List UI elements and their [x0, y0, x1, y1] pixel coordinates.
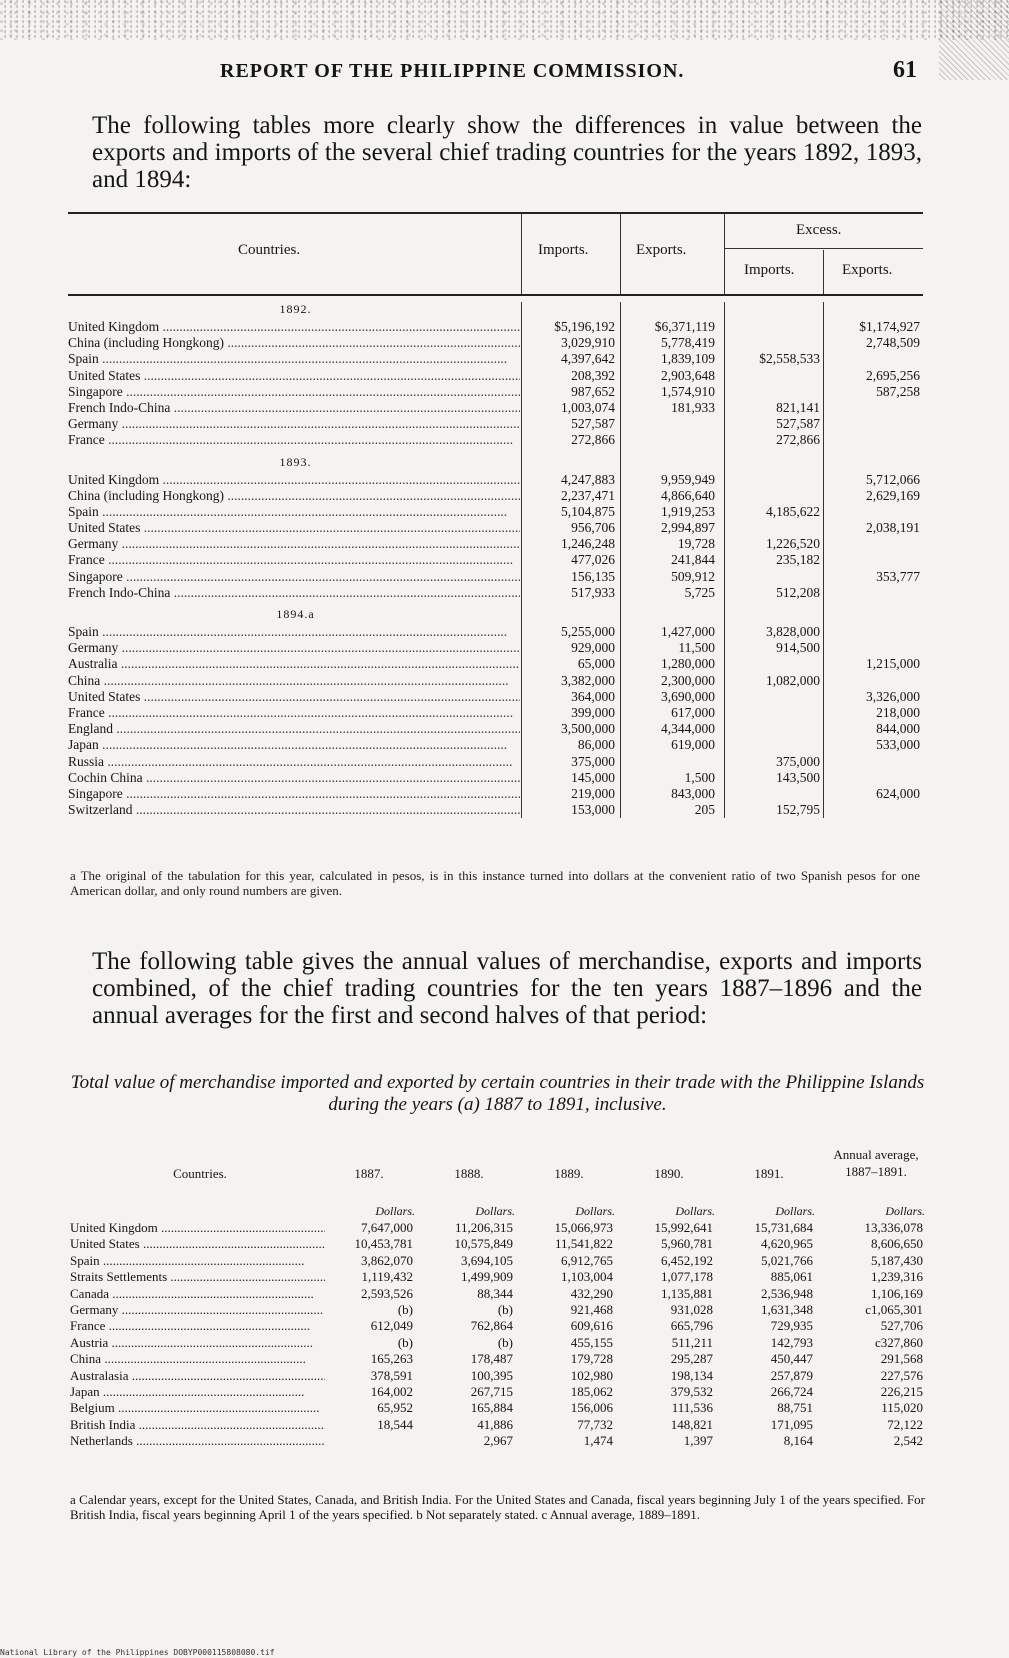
- table-row: [68, 319, 923, 335]
- value-cell: 509,912: [671, 568, 715, 584]
- value-cell: 156,135: [571, 568, 615, 584]
- country-cell: British India .....: [70, 1417, 325, 1433]
- country-cell: Singapore .....: [68, 384, 520, 400]
- col-excess-exports: Exports.: [842, 262, 893, 278]
- col-excess: Excess.: [796, 222, 842, 238]
- table-row: [68, 786, 923, 802]
- table-row: [70, 1302, 925, 1318]
- country-cell: Germany .....: [68, 416, 520, 432]
- value-cell: $5,196,192: [554, 319, 615, 334]
- section-year: 1893.: [279, 454, 312, 469]
- value-cell: 1,239,316: [871, 1269, 923, 1285]
- value-cell: 956,706: [571, 520, 615, 536]
- table-row: [68, 656, 923, 672]
- second-paragraph: The following table gives the annual values of merchandise, exports and imports combined, of the chief trading countries for the ten years 1887–1896 and the annual averages for the first and second halves of that period:: [92, 948, 922, 1029]
- table-row: [68, 802, 923, 818]
- unit-label: Dollars.: [775, 1204, 815, 1218]
- country-cell: Belgium .....: [70, 1400, 325, 1416]
- table-row: [68, 472, 923, 488]
- country-cell: Netherlands .....: [70, 1433, 325, 1449]
- value-cell: 88,751: [777, 1400, 813, 1416]
- col-year-2: 1889.: [554, 1166, 584, 1181]
- value-cell: 102,980: [570, 1367, 613, 1383]
- unit-label: Dollars.: [375, 1204, 415, 1218]
- value-cell: 241,844: [671, 552, 715, 568]
- value-cell: 219,000: [571, 785, 615, 801]
- value-cell: $6,371,119: [654, 319, 715, 334]
- value-cell: 1,839,109: [661, 351, 715, 367]
- value-cell: 4,397,642: [561, 351, 615, 367]
- country-cell: China (including Hongkong) .....: [68, 335, 520, 351]
- value-cell: 185,062: [570, 1383, 613, 1399]
- country-cell: Austria .....: [70, 1335, 325, 1351]
- value-cell: 729,935: [770, 1318, 813, 1334]
- value-cell: 295,287: [670, 1351, 713, 1367]
- value-cell: 5,021,766: [761, 1252, 813, 1268]
- value-cell: 931,028: [670, 1301, 713, 1317]
- excess-table-header: [68, 212, 923, 296]
- value-cell: 164,002: [370, 1383, 413, 1399]
- scan-noise-top: [0, 0, 1009, 40]
- excess-table: [68, 212, 923, 818]
- value-cell: 15,731,684: [754, 1220, 813, 1235]
- intro-paragraph: The following tables more clearly show the differences in value between the exports and imports of the several chief trading countries for the years 1892, 1893, and 1894:: [92, 112, 922, 193]
- value-cell: 19,728: [677, 536, 715, 552]
- country-cell: France .....: [70, 1318, 325, 1334]
- value-cell: 218,000: [876, 704, 920, 720]
- value-cell: 72,122: [887, 1416, 923, 1432]
- country-cell: Spain .....: [68, 351, 520, 367]
- value-cell: 1,499,909: [461, 1269, 513, 1285]
- value-cell: 375,000: [571, 753, 615, 769]
- table-row: [68, 705, 923, 721]
- table2-caption: Total value of merchandise imported and exported by certain countries in their trade with the Philippine Islands during the years (a) 1887 to 1891, inclusive.: [70, 1072, 925, 1115]
- value-cell: 665,796: [670, 1318, 713, 1334]
- value-cell: 1,215,000: [866, 656, 920, 672]
- value-cell: $1,174,927: [859, 319, 920, 334]
- value-cell: 1,119,432: [361, 1269, 413, 1285]
- value-cell: 181,933: [671, 399, 715, 415]
- country-cell: France .....: [68, 552, 520, 568]
- value-cell: 1,280,000: [661, 656, 715, 672]
- value-cell: 5,255,000: [561, 624, 615, 639]
- country-cell: French Indo-China .....: [68, 400, 520, 416]
- value-cell: 1,103,004: [561, 1269, 613, 1285]
- value-cell: 88,344: [477, 1285, 513, 1301]
- country-cell: French Indo-China .....: [68, 585, 520, 601]
- table-row: [68, 400, 923, 416]
- value-cell: c327,860: [874, 1334, 923, 1350]
- value-cell: 5,778,419: [661, 335, 715, 351]
- country-cell: England .....: [68, 721, 520, 737]
- value-cell: 205: [694, 802, 715, 818]
- country-cell: Spain .....: [68, 624, 520, 640]
- value-cell: 171,095: [770, 1416, 813, 1432]
- value-cell: 527,706: [880, 1318, 923, 1334]
- value-cell: 2,967: [483, 1433, 513, 1449]
- value-cell: 1,474: [583, 1433, 613, 1449]
- value-cell: 165,263: [370, 1351, 413, 1367]
- country-cell: Australasia .....: [70, 1368, 325, 1384]
- value-cell: 13,336,078: [864, 1220, 923, 1235]
- annual-values-table: [70, 1140, 925, 1449]
- country-cell: Germany .....: [68, 640, 520, 656]
- value-cell: 3,828,000: [766, 624, 820, 639]
- unit-label: Dollars.: [575, 1204, 615, 1218]
- value-cell: 6,912,765: [561, 1252, 613, 1268]
- col-exports: Exports.: [636, 242, 687, 258]
- value-cell: 5,187,430: [871, 1252, 923, 1268]
- running-header: REPORT OF THE PHILIPPINE COMMISSION.: [220, 60, 685, 82]
- value-cell: 3,694,105: [461, 1252, 513, 1268]
- col-year-3: 1890.: [654, 1166, 684, 1181]
- table-row: [68, 520, 923, 536]
- value-cell: 2,038,191: [866, 520, 920, 536]
- value-cell: 3,029,910: [561, 335, 615, 351]
- value-cell: 5,712,066: [866, 471, 920, 487]
- value-cell: (b): [397, 1301, 413, 1317]
- value-cell: 1,427,000: [661, 624, 715, 639]
- col-imports: Imports.: [538, 242, 589, 258]
- value-cell: (b): [397, 1334, 413, 1350]
- unit-label: Dollars.: [475, 1204, 515, 1218]
- value-cell: 11,500: [678, 640, 715, 656]
- value-cell: 450,447: [770, 1351, 813, 1367]
- value-cell: 3,500,000: [561, 721, 615, 737]
- value-cell: 2,237,471: [561, 487, 615, 503]
- value-cell: 272,866: [776, 432, 820, 448]
- table-row: [68, 351, 923, 367]
- value-cell: 1,574,910: [661, 383, 715, 399]
- value-cell: 527,587: [776, 416, 820, 432]
- value-cell: 111,536: [671, 1400, 713, 1416]
- col-year-1: 1888.: [454, 1166, 484, 1181]
- value-cell: 511,211: [671, 1334, 713, 1350]
- value-cell: 10,453,781: [354, 1236, 413, 1252]
- value-cell: 378,591: [370, 1367, 413, 1383]
- country-cell: Germany .....: [70, 1302, 325, 1318]
- value-cell: 10,575,849: [454, 1236, 513, 1252]
- value-cell: 619,000: [671, 737, 715, 753]
- value-cell: 1,397: [683, 1433, 713, 1449]
- value-cell: 2,695,256: [866, 367, 920, 383]
- value-cell: 148,821: [670, 1416, 713, 1432]
- value-cell: 267,715: [470, 1383, 513, 1399]
- section-year: 1892.: [279, 302, 312, 316]
- table-row: [68, 504, 923, 520]
- table-row: [68, 488, 923, 504]
- value-cell: 9,959,949: [661, 471, 715, 487]
- footnote-table2: a Calendar years, except for the United States, Canada, and British India. For the United States and Canada, fiscal years beginning July 1 of the years specified. For British India, fiscal years beginning April 1 of the years specified. b Not separately stated. c Annual average, 1889–1891.: [70, 1492, 925, 1522]
- value-cell: 142,793: [770, 1334, 813, 1350]
- value-cell: 8,606,650: [871, 1236, 923, 1252]
- value-cell: 617,000: [671, 704, 715, 720]
- country-cell: United Kingdom .....: [70, 1220, 325, 1236]
- value-cell: 198,134: [670, 1367, 713, 1383]
- table-row: [68, 552, 923, 568]
- value-cell: 3,862,070: [361, 1252, 413, 1268]
- country-cell: Russia .....: [68, 754, 520, 770]
- country-cell: United States .....: [68, 689, 520, 705]
- excess-table-body: [68, 302, 923, 818]
- table-row: [68, 585, 923, 601]
- value-cell: 379,532: [670, 1383, 713, 1399]
- section-year: 1894.a: [276, 607, 315, 621]
- value-cell: 226,215: [880, 1383, 923, 1399]
- value-cell: 65,952: [377, 1400, 413, 1416]
- table-row: [70, 1400, 925, 1416]
- country-cell: Switzerland .....: [68, 802, 520, 818]
- table-row: [68, 721, 923, 737]
- value-cell: 477,026: [571, 552, 615, 568]
- table-row: [68, 624, 923, 640]
- value-cell: 86,000: [577, 737, 615, 753]
- value-cell: 533,000: [876, 737, 920, 753]
- value-cell: 4,620,965: [761, 1236, 813, 1252]
- country-cell: United States .....: [68, 368, 520, 384]
- value-cell: 4,185,622: [766, 503, 820, 519]
- value-cell: 885,061: [770, 1269, 813, 1285]
- unit-label: Dollars.: [675, 1204, 715, 1218]
- country-cell: Australia .....: [68, 656, 520, 672]
- value-cell: 1,003,074: [561, 399, 615, 415]
- footnote-1894: a The original of the tabulation for this year, calculated in pesos, is in this instance turned into dollars at the convenient ratio of two Spanish pesos for one American dollar, and only round numbers are given.: [70, 868, 920, 898]
- value-cell: 821,141: [776, 399, 820, 415]
- country-cell: Germany .....: [68, 536, 520, 552]
- value-cell: 179,728: [570, 1351, 613, 1367]
- table-row: [70, 1286, 925, 1302]
- table-row: [70, 1269, 925, 1285]
- page-number: 61: [893, 57, 917, 83]
- value-cell: 178,487: [470, 1351, 513, 1367]
- table-row: [68, 416, 923, 432]
- value-cell: 5,104,875: [561, 503, 615, 519]
- table-row: [68, 536, 923, 552]
- annual-values-header: [70, 1140, 925, 1202]
- col-year-4: 1891.: [754, 1166, 784, 1181]
- table-row: [68, 689, 923, 705]
- value-cell: 432,290: [570, 1285, 613, 1301]
- value-cell: 5,960,781: [661, 1236, 713, 1252]
- value-cell: 15,066,973: [554, 1220, 613, 1235]
- value-cell: (b): [497, 1301, 513, 1317]
- value-cell: 1,631,348: [761, 1301, 813, 1317]
- value-cell: 929,000: [571, 640, 615, 656]
- value-cell: 587,258: [876, 383, 920, 399]
- value-cell: 153,000: [571, 802, 615, 818]
- value-cell: 115,020: [881, 1400, 923, 1416]
- value-cell: 1,135,881: [661, 1285, 713, 1301]
- country-cell: Japan .....: [68, 737, 520, 753]
- value-cell: 2,536,948: [761, 1285, 813, 1301]
- value-cell: 612,049: [370, 1318, 413, 1334]
- value-cell: 3,326,000: [866, 688, 920, 704]
- table-row: [70, 1351, 925, 1367]
- value-cell: 399,000: [571, 704, 615, 720]
- value-cell: 2,903,648: [661, 367, 715, 383]
- value-cell: 1,246,248: [561, 536, 615, 552]
- value-cell: 2,629,169: [866, 487, 920, 503]
- table-row: [70, 1368, 925, 1384]
- col-excess-imports: Imports.: [744, 262, 795, 278]
- table-row: [70, 1335, 925, 1351]
- country-cell: United Kingdom .....: [68, 472, 520, 488]
- unit-label: Dollars.: [885, 1204, 925, 1218]
- value-cell: 77,732: [577, 1416, 613, 1432]
- value-cell: 1,106,169: [871, 1285, 923, 1301]
- col-annual-average: Annual average, 1887–1891.: [833, 1147, 919, 1179]
- value-cell: 257,879: [770, 1367, 813, 1383]
- value-cell: 165,884: [470, 1400, 513, 1416]
- value-cell: 145,000: [571, 769, 615, 785]
- value-cell: 65,000: [577, 656, 615, 672]
- value-cell: 1,500: [684, 769, 715, 785]
- value-cell: 364,000: [571, 688, 615, 704]
- country-cell: China .....: [68, 673, 520, 689]
- country-cell: Straits Settlements .....: [70, 1269, 325, 1285]
- scan-noise-corner: [939, 0, 1009, 80]
- country-cell: Spain .....: [70, 1253, 325, 1269]
- value-cell: 624,000: [876, 785, 920, 801]
- value-cell: 3,690,000: [661, 688, 715, 704]
- value-cell: 987,652: [571, 383, 615, 399]
- country-cell: Canada .....: [70, 1286, 325, 1302]
- value-cell: 914,500: [776, 640, 820, 656]
- value-cell: 1,082,000: [766, 672, 820, 688]
- country-cell: Cochin China .....: [68, 770, 520, 786]
- col-year-0: 1887.: [354, 1166, 384, 1181]
- value-cell: 1,226,520: [766, 536, 820, 552]
- value-cell: 11,206,315: [454, 1220, 513, 1235]
- col-country: Countries.: [173, 1166, 227, 1181]
- value-cell: 1,919,253: [661, 503, 715, 519]
- table-row: [70, 1417, 925, 1433]
- country-cell: United Kingdom .....: [68, 319, 520, 335]
- country-cell: United States .....: [70, 1236, 325, 1252]
- table-row: [70, 1220, 925, 1236]
- value-cell: 844,000: [876, 721, 920, 737]
- scan-footer: National Library of the Philippines DOBYP000115808080.tif: [0, 1648, 275, 1657]
- value-cell: 527,587: [571, 416, 615, 432]
- col-countries: Countries.: [238, 242, 301, 258]
- country-cell: Spain .....: [68, 504, 520, 520]
- country-cell: Singapore .....: [68, 569, 520, 585]
- annual-values-body: [70, 1220, 925, 1449]
- value-cell: 266,724: [770, 1383, 813, 1399]
- value-cell: 4,247,883: [561, 471, 615, 487]
- value-cell: 11,541,822: [554, 1236, 613, 1252]
- value-cell: 2,593,526: [361, 1285, 413, 1301]
- country-cell: China (including Hongkong) .....: [68, 488, 520, 504]
- value-cell: 762,864: [470, 1318, 513, 1334]
- country-cell: France .....: [68, 432, 520, 448]
- value-cell: 2,300,000: [661, 672, 715, 688]
- value-cell: 100,395: [470, 1367, 513, 1383]
- table-row: [68, 432, 923, 448]
- value-cell: 272,866: [571, 432, 615, 448]
- value-cell: 455,155: [570, 1334, 613, 1350]
- value-cell: 8,164: [783, 1433, 813, 1449]
- table-row: [68, 384, 923, 400]
- value-cell: 235,182: [776, 552, 820, 568]
- table-row: [68, 640, 923, 656]
- value-cell: 5,725: [684, 584, 715, 600]
- value-cell: 517,933: [571, 584, 615, 600]
- unit-row: [70, 1202, 925, 1220]
- value-cell: 921,468: [570, 1301, 613, 1317]
- value-cell: 3,382,000: [561, 672, 615, 688]
- table-row: [68, 737, 923, 753]
- country-cell: France .....: [68, 705, 520, 721]
- value-cell: 7,647,000: [361, 1220, 413, 1235]
- country-cell: Japan .....: [70, 1384, 325, 1400]
- table-row: [68, 673, 923, 689]
- table-row: [68, 754, 923, 770]
- value-cell: 291,568: [880, 1351, 923, 1367]
- value-cell: (b): [497, 1334, 513, 1350]
- table-row: [70, 1433, 925, 1449]
- value-cell: 375,000: [776, 753, 820, 769]
- value-cell: 609,616: [570, 1318, 613, 1334]
- value-cell: 2,748,509: [866, 335, 920, 351]
- country-cell: Singapore .....: [68, 786, 520, 802]
- value-cell: 208,392: [571, 367, 615, 383]
- country-cell: United States .....: [68, 520, 520, 536]
- value-cell: 143,500: [776, 769, 820, 785]
- value-cell: 152,795: [776, 802, 820, 818]
- value-cell: 41,886: [477, 1416, 513, 1432]
- value-cell: 227,576: [880, 1367, 923, 1383]
- value-cell: 6,452,192: [661, 1252, 713, 1268]
- table-row: [68, 770, 923, 786]
- value-cell: 843,000: [671, 785, 715, 801]
- value-cell: c1,065,301: [865, 1301, 923, 1317]
- table-row: [68, 335, 923, 351]
- value-cell: 1,077,178: [661, 1269, 713, 1285]
- value-cell: 18,544: [377, 1416, 413, 1432]
- table-row: [70, 1236, 925, 1252]
- value-cell: 15,992,641: [654, 1220, 713, 1235]
- table-row: [70, 1384, 925, 1400]
- table-row: [68, 368, 923, 384]
- country-cell: China .....: [70, 1351, 325, 1367]
- table-row: [68, 569, 923, 585]
- value-cell: 512,208: [776, 584, 820, 600]
- value-cell: $2,558,533: [759, 351, 820, 367]
- table-row: [70, 1253, 925, 1269]
- table-row: [70, 1318, 925, 1334]
- value-cell: 2,994,897: [661, 520, 715, 536]
- value-cell: 4,344,000: [661, 721, 715, 737]
- value-cell: 4,866,640: [661, 487, 715, 503]
- value-cell: 2,542: [893, 1433, 923, 1449]
- value-cell: 156,006: [570, 1400, 613, 1416]
- value-cell: 353,777: [876, 568, 920, 584]
